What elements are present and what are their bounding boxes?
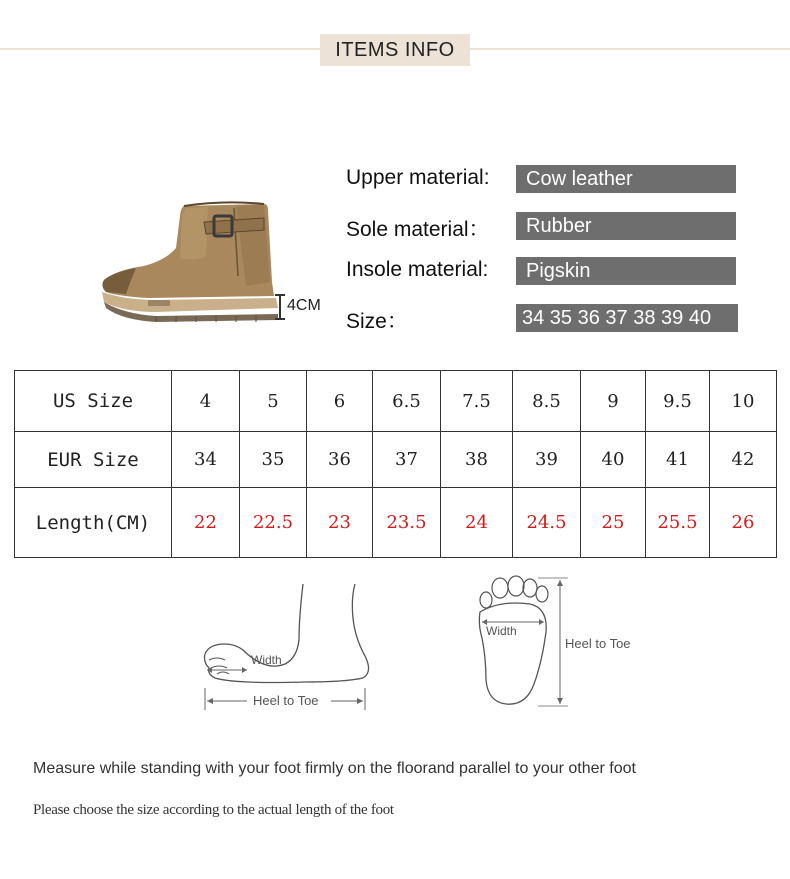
size-choice-instruction: Please choose the size according to the actual length of the foot <box>33 802 394 818</box>
us-size-cell: 10 <box>710 371 777 432</box>
height-bar <box>279 294 281 320</box>
eur-size-cell: 38 <box>441 432 513 488</box>
us-size-cell: 6 <box>307 371 373 432</box>
us-size-cell: 4 <box>172 371 240 432</box>
length-cell: 22 <box>172 488 240 558</box>
boot-image <box>96 196 284 326</box>
us-size-cell: 9 <box>581 371 646 432</box>
row-header-length: Length(CM) <box>15 488 172 558</box>
eur-size-cell: 39 <box>513 432 581 488</box>
side-width-label: Width <box>251 653 282 667</box>
sole-length-label: Heel to Toe <box>565 636 631 651</box>
table-row-us <box>15 371 777 432</box>
row-header-eur: EUR Size <box>15 432 172 488</box>
spec-label-size: Size： <box>346 310 408 333</box>
foot-sole-diagram <box>470 572 645 714</box>
height-cap-top <box>275 294 285 296</box>
spec-value-sole: Rubber <box>516 212 736 240</box>
length-cell: 25 <box>581 488 646 558</box>
table-row-eur <box>15 432 777 488</box>
height-cap-bottom <box>275 318 285 320</box>
header-rule-left <box>0 48 320 50</box>
us-size-cell: 7.5 <box>441 371 513 432</box>
row-header-us: US Size <box>15 371 172 432</box>
eur-size-cell: 41 <box>646 432 710 488</box>
us-size-cell: 5 <box>240 371 307 432</box>
size-chart-table <box>14 370 777 558</box>
eur-size-cell: 35 <box>240 432 307 488</box>
eur-size-cell: 42 <box>710 432 777 488</box>
spec-label-insole: Insole material: <box>346 258 489 281</box>
side-length-label: Heel to Toe <box>253 693 319 708</box>
table-row-length <box>15 488 777 558</box>
length-cell: 24 <box>441 488 513 558</box>
us-size-cell: 8.5 <box>513 371 581 432</box>
eur-size-cell: 40 <box>581 432 646 488</box>
length-cell: 26 <box>710 488 777 558</box>
section-title: ITEMS INFO <box>320 34 470 66</box>
header-rule-right <box>470 48 790 50</box>
heel-height-indicator <box>275 294 335 320</box>
foot-side-diagram <box>195 578 380 718</box>
eur-size-cell: 34 <box>172 432 240 488</box>
spec-label-sole: Sole material： <box>346 218 490 241</box>
length-cell: 23.5 <box>373 488 441 558</box>
sole-width-label: Width <box>486 624 517 638</box>
spec-label-upper: Upper material: <box>346 166 490 189</box>
length-cell: 24.5 <box>513 488 581 558</box>
eur-size-cell: 37 <box>373 432 441 488</box>
spec-value-size: 34 35 36 37 38 39 40 <box>516 304 738 332</box>
us-size-cell: 9.5 <box>646 371 710 432</box>
spec-value-upper: Cow leather <box>516 165 736 193</box>
us-size-cell: 6.5 <box>373 371 441 432</box>
eur-size-cell: 36 <box>307 432 373 488</box>
heel-height-label: 4CM <box>287 297 321 314</box>
length-cell: 23 <box>307 488 373 558</box>
length-cell: 22.5 <box>240 488 307 558</box>
spec-value-insole: Pigskin <box>516 257 736 285</box>
length-cell: 25.5 <box>646 488 710 558</box>
measure-instruction: Measure while standing with your foot firmly on the floorand parallel to your other foot <box>33 760 636 777</box>
